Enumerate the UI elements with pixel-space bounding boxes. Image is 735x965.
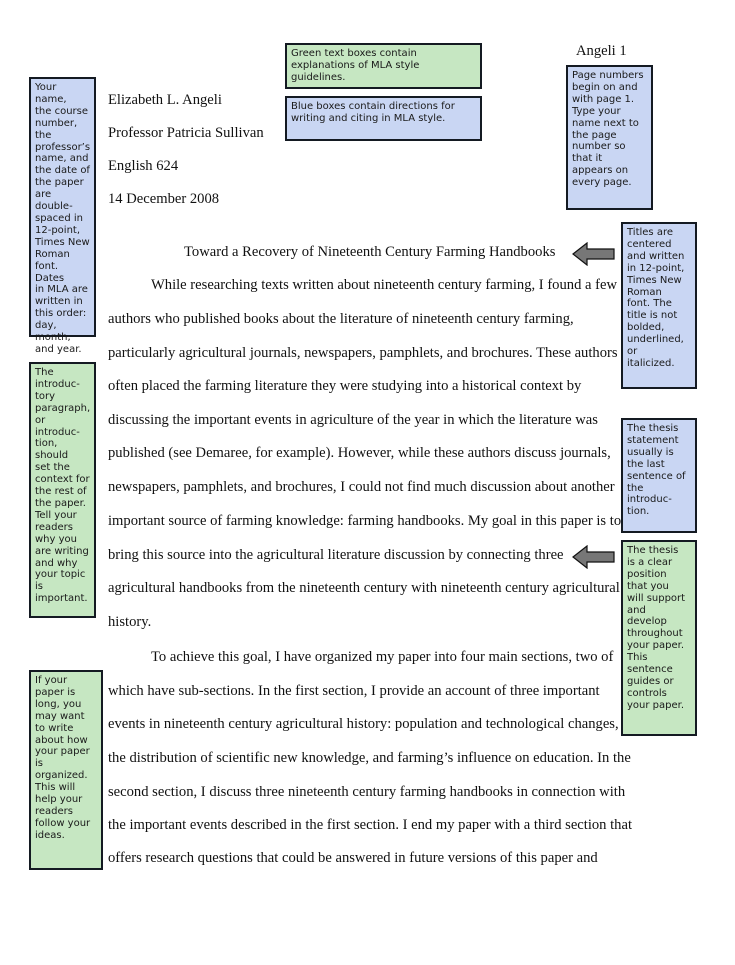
body-line: important source of farming knowledge: farming handbooks. My goal in this paper is to [108, 513, 622, 529]
body-line: history. [108, 614, 152, 630]
thesis-location-note-box: The thesis statement usually is the last sentence of the introduc- tion. [621, 418, 697, 533]
body-line: newspapers, pamphlets, and brochures, I could not find much discussion about another [108, 479, 615, 495]
paper-title: Toward a Recovery of Nineteenth Century Farming Handbooks [184, 244, 556, 260]
body-line: While researching texts written about nineteenth century farming, I found a few [151, 277, 618, 293]
body-line: offers research questions that could be answered in future versions of this paper and [108, 850, 598, 866]
body-line: authors who published books about the literature of nineteenth century farming, [108, 311, 574, 327]
author-name: Elizabeth L. Angeli [108, 92, 222, 108]
body-line: bring this source into the agricultural literature discussion by connecting three [108, 547, 564, 563]
left-arrow-icon [572, 545, 616, 569]
running-head: Angeli 1 [576, 43, 627, 59]
body-line: events in nineteenth century agricultural history: population and technological changes, [108, 716, 619, 732]
body-line: To achieve this goal, I have organized my paper into four main sections, two of [151, 649, 614, 665]
legend-blue-box: Blue boxes contain directions for writing and citing in MLA style. [285, 96, 482, 141]
title-note-box: Titles are centered and written in 12-point, Times New Roman font. The title is not bolded, underlined, or italicized. [621, 222, 697, 389]
heading-note-box: Your name, the course number, the professor’s name, and the date of the paper are double- spaced in 12-point, Times New Roman font. Dates in MLA are written in this order: day, month, and year. [29, 77, 96, 337]
body-line: agricultural handbooks from the nineteenth century with nineteenth century agricultural [108, 580, 620, 596]
body-line: published (see Demaree, for example). However, while these authors discuss journals, [108, 445, 611, 461]
left-arrow-icon [572, 242, 616, 266]
paper-date: 14 December 2008 [108, 191, 220, 207]
page-number-note-box: Page numbers begin on and with page 1. Type your name next to the page number so that it appears on every page. [566, 65, 653, 210]
body-line: the important events described in the first section. I end my paper with a third section that [108, 817, 633, 833]
body-line: the distribution of scientific new knowledge, and farming’s influence on education. In the [108, 750, 631, 766]
body-line: particularly agricultural journals, newspapers, pamphlets, and brochures. These authors [108, 345, 618, 361]
course-number: English 624 [108, 158, 179, 174]
legend-green-box: Green text boxes contain explanations of MLA style guidelines. [285, 43, 482, 89]
body-line: discussing the important events in agriculture of the year in which the literature was [108, 412, 598, 428]
body-line: which have sub-sections. In the first section, I provide an account of three important [108, 683, 600, 699]
professor-name: Professor Patricia Sullivan [108, 125, 264, 141]
organization-note-box: If your paper is long, you may want to write about how your paper is organized. This will help your readers follow your ideas. [29, 670, 103, 870]
intro-note-box: The introduc- tory paragraph, or introduc- tion, should set the context for the rest of the paper. Tell your readers why you are writing and why your topic is important. [29, 362, 96, 618]
thesis-position-note-box: The thesis is a clear position that you will support and develop throughout your paper. This sentence guides or controls your paper. [621, 540, 697, 736]
body-line: second section, I discuss three nineteenth century farming handbooks in connection with [108, 784, 626, 800]
body-line: often placed the farming literature they were studying into a historical context by [108, 378, 582, 394]
